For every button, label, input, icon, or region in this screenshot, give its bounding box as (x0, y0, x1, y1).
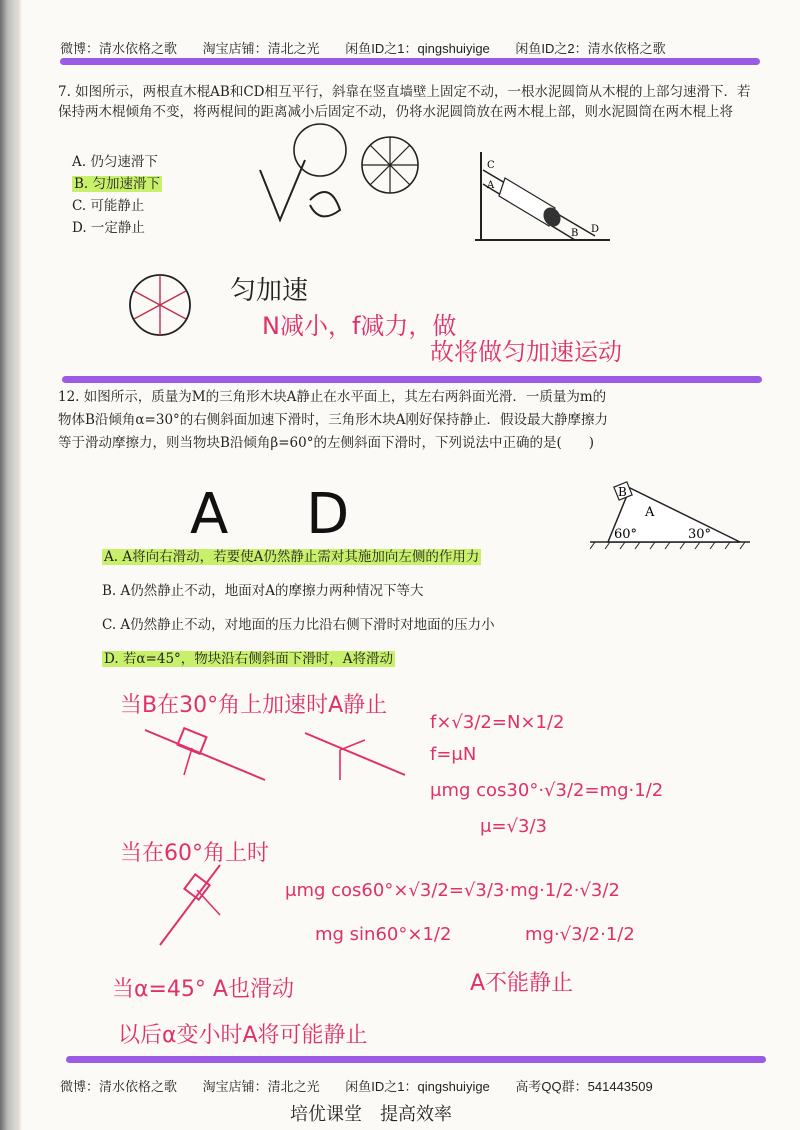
q12-note-line4: A不能静止 (470, 971, 574, 996)
q7-figure (475, 150, 615, 245)
q12-option-a-text: A. A将向右滑动，若要使A仍然静止需对其施加向左侧的作用力 (104, 549, 480, 565)
q12-stem: 12. 如图所示，质量为M的三角形木块A静止在水平面上，其左右两斜面光滑．一质量为m的物体B沿倾角α=30°的右侧斜面加速下滑时，三角形木块A刚好保持静止．假设最大静摩擦力等于滑动摩擦力，则当物块B沿倾角β=60°的左侧斜面下滑时，下列说法中正确的是( ) (58, 389, 609, 451)
q7-fig-label-b: B (571, 228, 579, 239)
q12-option-a (102, 545, 481, 565)
purple-marker-mid (62, 376, 762, 383)
footer-bottom-mark: 培优课堂 提高效率 (290, 1104, 452, 1125)
page-footer (60, 1076, 780, 1095)
q12-force-sketch-2 (300, 725, 410, 785)
q12-note-line1: 当B在30°角上加速时A静止 (120, 693, 388, 718)
footer-taobao: 淘宝店铺：清北之光 (202, 1079, 320, 1094)
q12-note-eq1: f×√3/2=N×1/2 (430, 712, 565, 733)
header-xianyu1: 闲鱼ID之1：qingshuiyige (345, 41, 490, 56)
q12-option-d-text: D. 若α=45°，物块沿右侧斜面下滑时，A将滑动 (104, 651, 394, 667)
purple-marker-top (60, 58, 760, 65)
q12-note-eq4: μ=√3/3 (480, 816, 547, 837)
q12-note-eq7: mg·√3/2·1/2 (525, 924, 635, 945)
q12-note-eq5: μmg cos60°×√3/2=√3/3·mg·1/2·√3/2 (285, 880, 620, 901)
q7-option-d: D. 一定静止 (72, 220, 145, 236)
q7-fig-label-c: C (487, 160, 495, 171)
q12-force-sketch-3 (150, 860, 250, 950)
q12-option-b: B. A仍然静止不动，地面对A的摩擦力两种情况下等大 (102, 583, 424, 599)
q12-force-sketch-1 (140, 720, 270, 790)
binding-edge (0, 0, 20, 1130)
q12-note-line2: 当在60°角上时 (120, 841, 269, 866)
header-weibo: 微博：清水依格之歌 (60, 41, 178, 56)
q7-sketch-force-circle (120, 265, 200, 345)
q12-option-c: C. A仍然静止不动，对地面的压力比沿右侧下滑时对地面的压力小 (102, 617, 495, 633)
q12-handwritten-answer: A D (190, 482, 380, 547)
q12-figure (590, 470, 755, 550)
q7-option-c: C. 可能静止 (72, 198, 145, 214)
q7-note-accel: 匀加速 (230, 276, 309, 306)
purple-marker-bottom (66, 1056, 766, 1063)
q7-option-b (72, 172, 162, 192)
q7-option-a: A. 仍匀速滑下 (72, 154, 158, 170)
q7-stem: 7. 如图所示，两根直木棍AB和CD相互平行，斜靠在竖直墙壁上固定不动，一根水泥圆筒从木棍的上部匀速滑下．若保持两木棍倾角不变，将两棍间的距离减小后固定不动，仍将水泥圆筒放在两木棍上部，则水泥圆筒在两木棍上将 (58, 84, 751, 120)
q12-fig-label-b: B (618, 485, 627, 499)
q12-note-line5: 以后α变小时A将可能静止 (118, 1023, 368, 1048)
q7-fig-label-a: A (487, 180, 495, 191)
footer-qq: 高考QQ群：541443509 (515, 1079, 653, 1094)
q12-note-line3: 当α=45° A也滑动 (112, 977, 294, 1002)
q12-note-eq2: f=μN (430, 744, 477, 765)
q7-sketch-circles (230, 110, 430, 230)
page-header (60, 38, 780, 57)
q7-fig-label-d: D (591, 224, 600, 235)
q12-fig-label-30: 30° (688, 527, 712, 542)
q12-option-d (102, 647, 395, 667)
q12-note-eq3: μmg cos30°·√3/2=mg·1/2 (430, 780, 664, 801)
header-xianyu2: 闲鱼ID之2：清水依格之歌 (515, 41, 666, 56)
header-taobao: 淘宝店铺：清北之光 (202, 41, 320, 56)
q7-note-conclusion: 故将做匀加速运动 (430, 338, 622, 366)
q12-note-eq6: mg sin60°×1/2 (315, 924, 452, 945)
q7-option-b-text: B. 匀加速滑下 (74, 176, 161, 192)
q12-fig-label-60: 60° (614, 527, 638, 542)
q7-note-friction: N减小，f减力，做 (262, 312, 457, 340)
q12-fig-label-a: A (645, 505, 655, 520)
footer-weibo: 微博：清水依格之歌 (60, 1079, 178, 1094)
footer-xianyu: 闲鱼ID之1：qingshuiyige (345, 1079, 490, 1094)
